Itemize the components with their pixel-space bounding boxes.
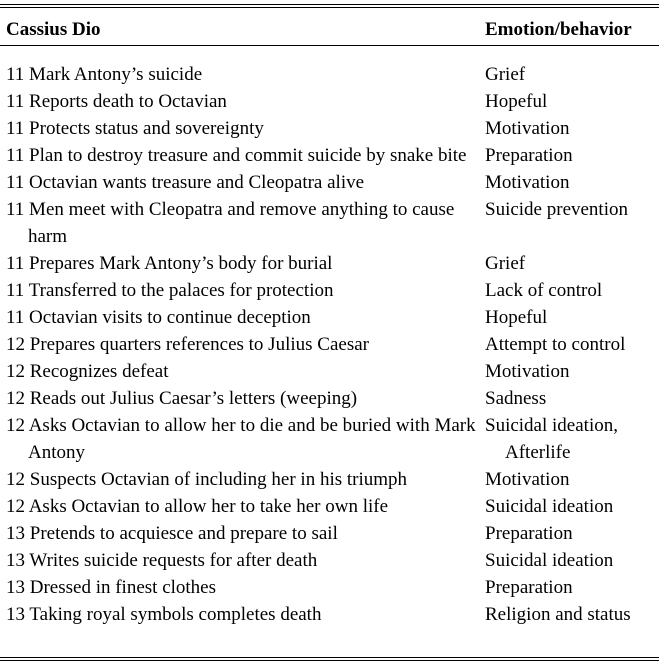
row-item-cell xyxy=(0,358,485,385)
header-spacer xyxy=(0,45,659,61)
top-rule xyxy=(0,4,659,5)
row-item-text: 11 Prepares Mark Antony’s body for burial xyxy=(6,253,333,274)
table-row xyxy=(0,331,659,358)
row-item-text: 11 Plan to destroy treasure and commit suicide by snake bite xyxy=(6,145,467,166)
table-row xyxy=(0,142,659,169)
bottom-rule xyxy=(0,657,659,658)
row-emotion-text: Motivation xyxy=(485,361,570,382)
table-row xyxy=(0,196,659,250)
row-emotion-cell xyxy=(485,547,659,574)
row-item-cell xyxy=(0,115,485,142)
row-item-text: 12 Asks Octavian to allow her to take her own life xyxy=(6,496,389,517)
row-item-text: 13 Dressed in finest clothes xyxy=(6,577,217,598)
row-emotion-cell xyxy=(485,142,659,169)
row-item-text: 12 Reads out Julius Caesar’s letters (weeping) xyxy=(6,388,358,409)
row-emotion-cell xyxy=(485,304,659,331)
table-row xyxy=(0,88,659,115)
row-emotion-cell xyxy=(485,250,659,277)
row-item-text: 13 Pretends to acquiesce and prepare to sail xyxy=(6,523,338,544)
row-item-cell xyxy=(0,466,485,493)
table-row xyxy=(0,574,659,601)
row-item-cell xyxy=(0,142,485,169)
row-emotion-cell xyxy=(485,61,659,88)
row-emotion-cell xyxy=(485,331,659,358)
row-item-cell xyxy=(0,196,485,250)
row-item-cell xyxy=(0,385,485,412)
row-emotion-cell xyxy=(485,574,659,601)
row-item-cell xyxy=(0,493,485,520)
row-emotion-text: Motivation xyxy=(485,172,570,193)
row-item-text: 11 Transferred to the palaces for protection xyxy=(6,280,334,301)
row-emotion-cell xyxy=(485,88,659,115)
row-item-cell xyxy=(0,520,485,547)
table-row xyxy=(0,520,659,547)
row-emotion-cell xyxy=(485,466,659,493)
row-emotion-text: Grief xyxy=(485,253,526,274)
row-item-text: 12 Recognizes defeat xyxy=(6,361,169,382)
row-emotion-cell xyxy=(485,196,659,250)
row-item-text: 11 Octavian wants treasure and Cleopatra alive xyxy=(6,172,365,193)
row-item-cell xyxy=(0,250,485,277)
table-row xyxy=(0,493,659,520)
table-row xyxy=(0,466,659,493)
table-row xyxy=(0,277,659,304)
row-item-cell xyxy=(0,277,485,304)
row-emotion-text: Hopeful xyxy=(485,307,548,328)
row-item-cell xyxy=(0,88,485,115)
row-item-cell xyxy=(0,331,485,358)
table-row xyxy=(0,547,659,574)
table-row xyxy=(0,169,659,196)
table-row xyxy=(0,304,659,331)
row-item-text: 12 Suspects Octavian of including her in his triumph xyxy=(6,469,408,490)
table-row xyxy=(0,601,659,628)
row-item-text: 11 Octavian visits to continue deception xyxy=(6,307,311,328)
row-item-text: 13 Taking royal symbols completes death xyxy=(6,604,322,625)
row-item-cell xyxy=(0,601,485,628)
row-item-text: 11 Men meet with Cleopatra and remove anything to cause harm xyxy=(6,199,455,247)
emotion-table xyxy=(0,13,659,628)
row-item-text: 13 Writes suicide requests for after death xyxy=(6,550,318,571)
row-emotion-text: Hopeful xyxy=(485,91,548,112)
row-emotion-text: Attempt to control xyxy=(485,334,626,355)
table-row xyxy=(0,385,659,412)
row-emotion-text: Grief xyxy=(485,64,526,85)
header-rule xyxy=(0,45,659,46)
row-emotion-cell xyxy=(485,412,659,466)
row-item-cell xyxy=(0,412,485,466)
row-item-cell xyxy=(0,547,485,574)
top-rule-inner xyxy=(0,7,659,8)
row-emotion-text: Suicide prevention xyxy=(485,199,628,220)
row-item-cell xyxy=(0,574,485,601)
row-emotion-cell xyxy=(485,169,659,196)
row-emotion-text: Sadness xyxy=(485,388,547,409)
row-emotion-text: Preparation xyxy=(485,577,573,598)
row-emotion-text: Suicidal ideation xyxy=(485,550,614,571)
row-emotion-text: Lack of control xyxy=(485,280,603,301)
row-emotion-text: Suicidal ideation, Afterlife xyxy=(485,415,618,463)
table-row xyxy=(0,358,659,385)
table-row xyxy=(0,61,659,88)
bottom-rule-inner xyxy=(0,660,659,661)
row-item-cell xyxy=(0,61,485,88)
row-emotion-text: Preparation xyxy=(485,523,573,544)
row-item-cell xyxy=(0,169,485,196)
row-emotion-text: Suicidal ideation xyxy=(485,496,614,517)
row-item-text: 11 Mark Antony’s suicide xyxy=(6,64,203,85)
table-body xyxy=(0,45,659,628)
row-emotion-cell xyxy=(485,601,659,628)
row-emotion-text: Motivation xyxy=(485,118,570,139)
header-row xyxy=(0,13,659,45)
row-emotion-cell xyxy=(485,385,659,412)
row-emotion-cell xyxy=(485,115,659,142)
row-item-text: 12 Asks Octavian to allow her to die and be buried with Mark Antony xyxy=(6,415,476,463)
row-emotion-text: Preparation xyxy=(485,145,573,166)
table-row xyxy=(0,250,659,277)
row-emotion-cell xyxy=(485,520,659,547)
row-item-text: 11 Protects status and sovereignty xyxy=(6,118,264,139)
header-source: Cassius Dio xyxy=(6,18,101,40)
table-row xyxy=(0,115,659,142)
row-emotion-cell xyxy=(485,358,659,385)
row-emotion-text: Motivation xyxy=(485,469,570,490)
row-emotion-cell xyxy=(485,493,659,520)
row-emotion-text: Religion and status xyxy=(485,604,631,625)
table-row xyxy=(0,412,659,466)
row-item-text: 12 Prepares quarters references to Julius Caesar xyxy=(6,334,369,355)
row-emotion-cell xyxy=(485,277,659,304)
row-item-text: 11 Reports death to Octavian xyxy=(6,91,227,112)
header-emotion: Emotion/behavior xyxy=(485,18,632,40)
row-item-cell xyxy=(0,304,485,331)
